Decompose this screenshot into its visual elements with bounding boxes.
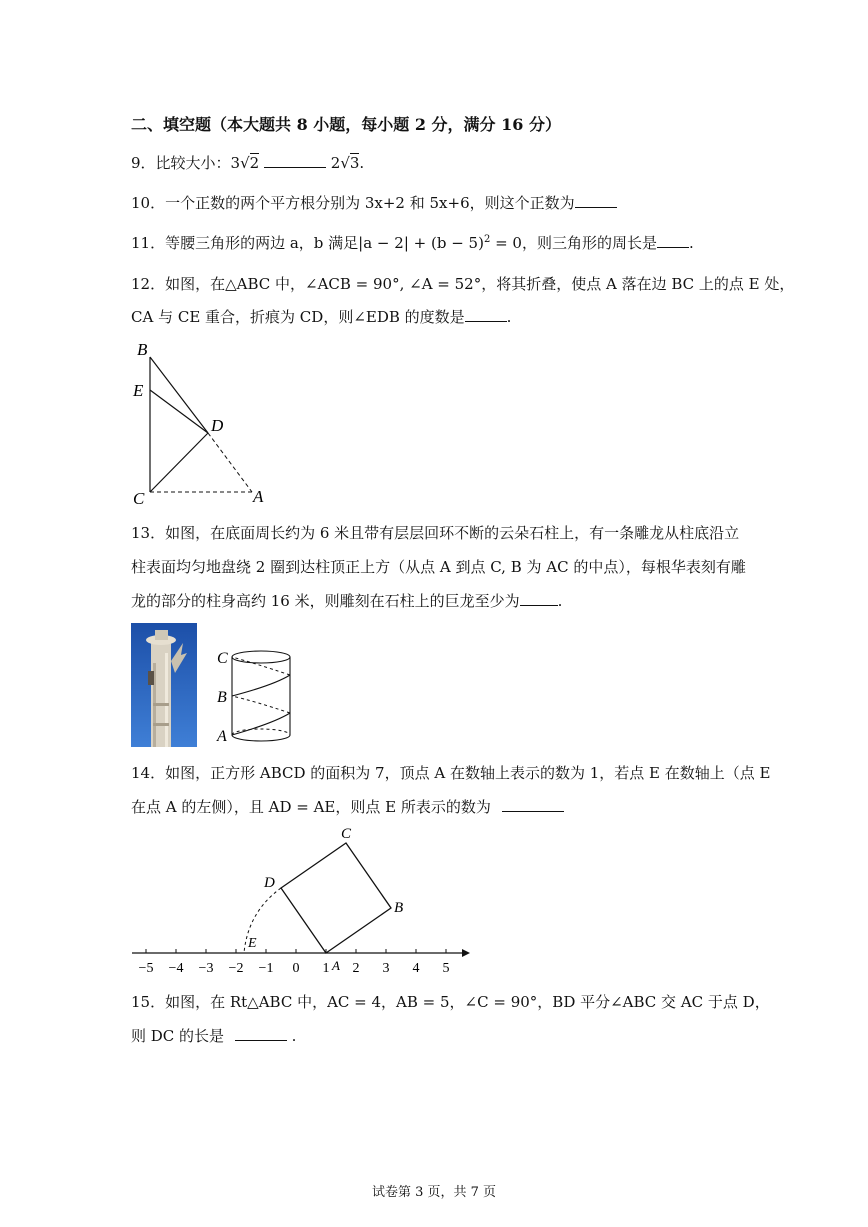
question-11 bbox=[131, 232, 694, 253]
question-15-line-2 bbox=[131, 1025, 296, 1046]
segment-da-dashed bbox=[208, 433, 252, 492]
q13-end: . bbox=[557, 592, 563, 610]
section-title: 二、填空题（本大题共 8 小题，每小题 2 分，满分 16 分） bbox=[131, 115, 561, 134]
q12-answer-blank[interactable] bbox=[465, 307, 507, 322]
tick-label: 4 bbox=[412, 961, 420, 976]
q13-line-2: 柱表面均匀地盘绕 2 圈到达柱顶正上方（从点 A 到点 C, B 为 AC 的中点），每根华表刻有雕 bbox=[131, 558, 746, 576]
cylinder-bottom-front bbox=[232, 735, 290, 741]
q14-number-line-figure bbox=[120, 820, 480, 980]
sqrt-symbol: √ bbox=[340, 154, 350, 172]
q10-answer-blank[interactable] bbox=[575, 193, 617, 208]
tick-label: −5 bbox=[138, 961, 154, 976]
label-c: C bbox=[217, 650, 228, 667]
q12-line-1: 12．如图，在△ABC 中，∠ACB = 90°, ∠A = 52°，将其折叠，使点 A 落在边 BC 上的点 E 处， bbox=[131, 275, 795, 293]
q11-end: . bbox=[688, 234, 694, 252]
segment-ed bbox=[150, 390, 208, 433]
q13-cylinder-figure bbox=[214, 645, 294, 747]
q11-expr-b: (b − 5) bbox=[430, 234, 484, 252]
helix-back-1 bbox=[232, 696, 290, 713]
q9-left-radicand: 2 bbox=[249, 154, 260, 172]
label-c: C bbox=[133, 489, 145, 508]
q13-line-3: 龙的部分的柱身高约 16 米，则雕刻在石柱上的巨龙至少为 bbox=[131, 592, 520, 610]
square-abcd bbox=[281, 843, 391, 953]
q13-line-1: 13．如图，在底面周长约为 6 米且带有层层回环不断的云朵石柱上，有一条雕龙从柱底沿立 bbox=[131, 524, 740, 542]
cylinder-top bbox=[232, 651, 290, 663]
q12-line-2: CA 与 CE 重合，折痕为 CD，则∠EDB 的度数是 bbox=[131, 308, 465, 326]
question-14-line-2 bbox=[131, 796, 564, 817]
q12-figure bbox=[128, 335, 278, 510]
q10-text: 10．一个正数的两个平方根分别为 3x+2 和 5x+6，则这个正数为 bbox=[131, 194, 575, 212]
label-b: B bbox=[217, 689, 227, 706]
label-c: C bbox=[341, 826, 352, 842]
tick-label: 2 bbox=[352, 961, 360, 976]
q11-eq: = 0，则三角形的周长是 bbox=[490, 234, 657, 252]
tick-label: −2 bbox=[228, 961, 244, 976]
q11-expr-a: |a − 2| bbox=[358, 234, 409, 252]
tick-label: 0 bbox=[292, 961, 300, 976]
sqrt-symbol: √ bbox=[240, 154, 250, 172]
label-d: D bbox=[264, 875, 275, 891]
q13-answer-blank[interactable] bbox=[520, 591, 558, 606]
helix-back-2 bbox=[232, 657, 290, 675]
tick-label: 1 bbox=[322, 961, 330, 976]
q9-prefix: 9．比较大小： bbox=[131, 154, 231, 172]
label-b: B bbox=[394, 900, 404, 916]
tick-label: 5 bbox=[442, 961, 450, 976]
question-10 bbox=[131, 192, 617, 213]
label-a: A bbox=[217, 728, 227, 745]
q11-prefix: 11．等腰三角形的两边 a，b 满足 bbox=[131, 234, 359, 252]
q9-left-coef: 3 bbox=[230, 154, 241, 172]
column-photo bbox=[131, 623, 197, 747]
label-d: D bbox=[211, 416, 224, 435]
q14-answer-blank[interactable] bbox=[502, 797, 564, 812]
q9-right-coef: 2 bbox=[330, 154, 341, 172]
number-line-arrow bbox=[462, 949, 470, 957]
q14-line-2: 在点 A 的左侧），且 AD = AE，则点 E 所表示的数为 bbox=[131, 798, 491, 816]
label-a: A bbox=[332, 958, 340, 973]
q9-answer-blank[interactable] bbox=[264, 153, 326, 168]
tick-label: −4 bbox=[168, 961, 184, 976]
page-footer: 试卷第 3 页，共 7 页 bbox=[371, 1185, 497, 1200]
question-12-line-2 bbox=[131, 306, 511, 327]
tick-label: −1 bbox=[258, 961, 274, 976]
segment-cd bbox=[150, 433, 208, 492]
q15-answer-blank[interactable] bbox=[235, 1026, 287, 1041]
segment-bd bbox=[150, 357, 208, 433]
helix-front-1 bbox=[232, 713, 290, 735]
q12-end: . bbox=[506, 308, 512, 326]
q11-answer-blank[interactable] bbox=[657, 233, 689, 248]
label-a: A bbox=[253, 487, 264, 506]
q9-right-radicand: 3 bbox=[349, 154, 360, 172]
tick-label: 3 bbox=[382, 961, 390, 976]
question-13-line-3 bbox=[131, 590, 562, 611]
label-e: E bbox=[248, 936, 257, 951]
helix-front-2 bbox=[232, 675, 290, 696]
label-e: E bbox=[133, 381, 144, 400]
q15-line-2: 则 DC 的长是 bbox=[131, 1027, 225, 1045]
label-b: B bbox=[137, 340, 148, 359]
q9-end: . bbox=[359, 154, 365, 172]
q15-line-1: 15．如图，在 Rt△ABC 中，AC = 4，AB = 5，∠C = 90°，BD 平分∠ABC 交 AC 于点 D， bbox=[131, 993, 770, 1011]
q15-end: . bbox=[291, 1027, 297, 1045]
question-9 bbox=[131, 152, 364, 173]
tick-label: −3 bbox=[198, 961, 214, 976]
q11-exponent: 2 bbox=[483, 234, 491, 245]
q14-line-1: 14．如图，正方形 ABCD 的面积为 7，顶点 A 在数轴上表示的数为 1，若点 E 在数轴上（点 E bbox=[131, 764, 771, 782]
q11-plus: + bbox=[408, 234, 431, 252]
